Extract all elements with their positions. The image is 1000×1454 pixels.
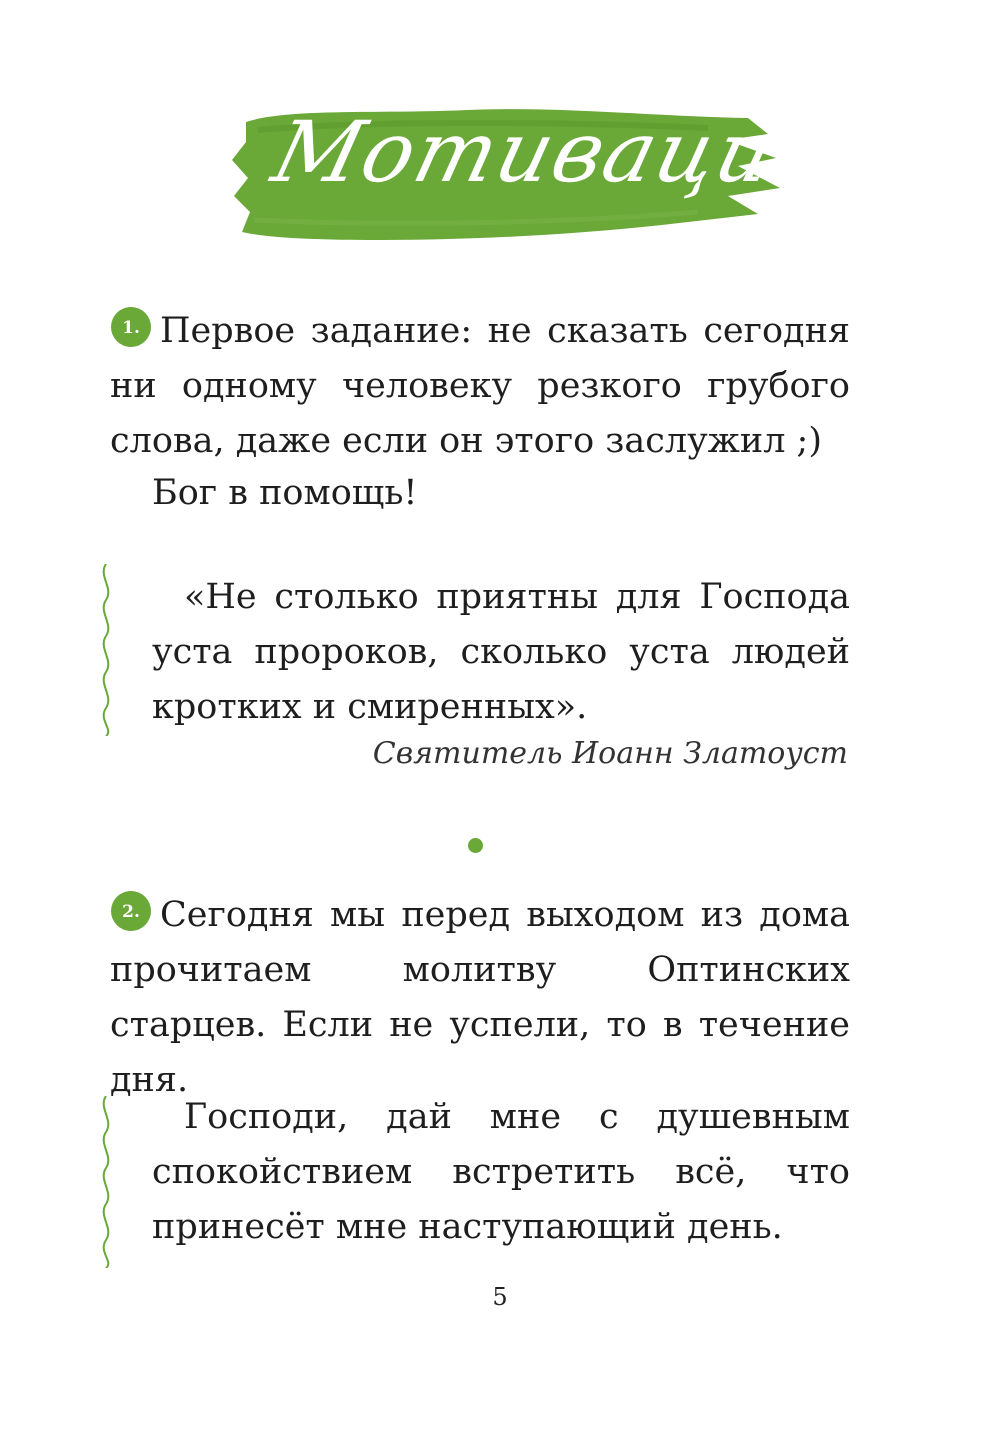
badge-number: 1. <box>122 318 140 338</box>
task-1-text: Первое задание: не сказать сегодня ни одному человеку резкого грубого слова, даже если он этого заслужил ;) <box>110 311 850 461</box>
separator-dot <box>468 838 483 853</box>
quote-1-text: «Не столько приятны для Господа уста пророков, сколько уста людей кротких и смиренных». <box>152 577 850 727</box>
badge-number: 2. <box>122 902 140 922</box>
section-title: Мотивации <box>263 103 843 201</box>
task-2-text: Сегодня мы перед выходом из дома прочитаем молитву Оптинских старцев. Если не успели, то в течение дня. <box>110 895 850 1100</box>
header-banner <box>228 100 843 250</box>
number-badge-1 <box>110 306 152 348</box>
quote-1-author: Святитель Иоанн Златоуст <box>372 736 848 771</box>
page-number: 5 <box>492 1283 508 1311</box>
task-2-paragraph <box>110 888 850 1108</box>
quote-rule-1 <box>94 564 118 736</box>
task-1-paragraph <box>110 304 850 469</box>
blessing-line: Бог в помощь! <box>152 473 418 513</box>
quote-rule-2 <box>94 1096 118 1268</box>
number-badge-2 <box>110 890 152 932</box>
prayer-text: Господи, дай мне с душевным спокойствием встретить всё, что принесёт мне наступающий день. <box>152 1097 850 1247</box>
